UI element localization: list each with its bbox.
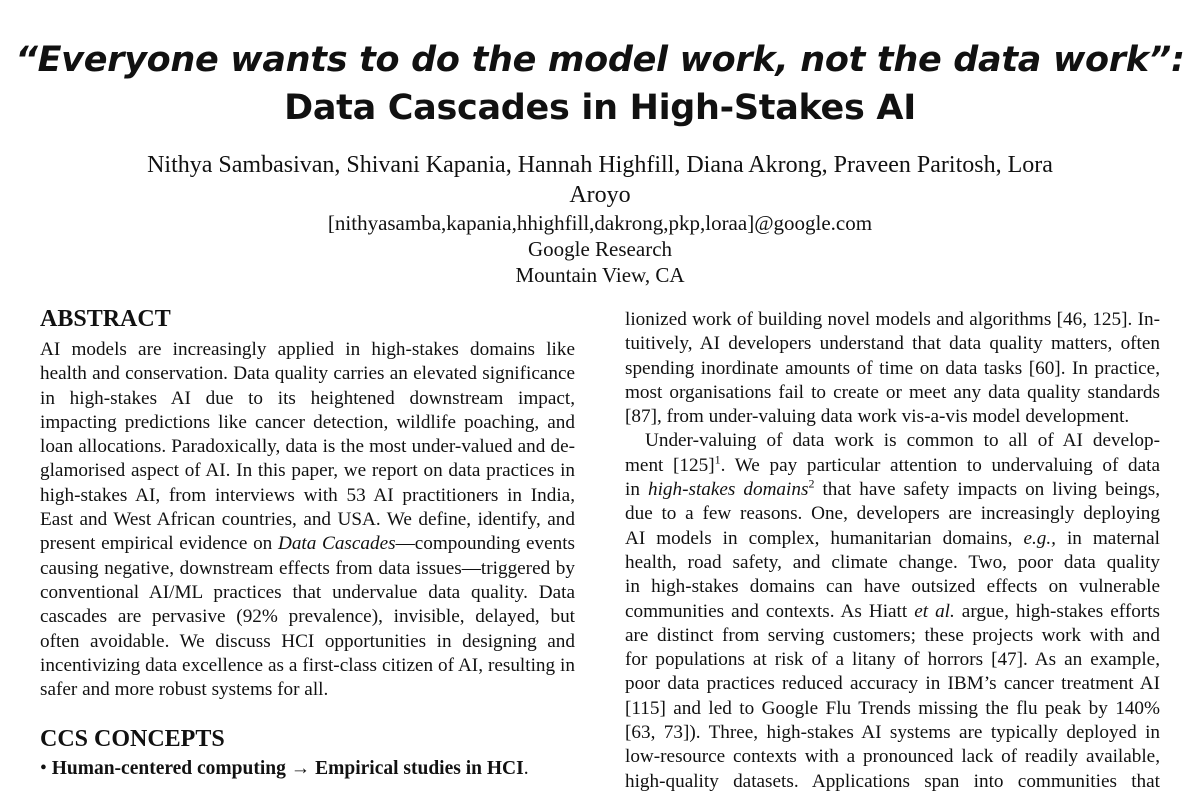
intro-text: ment [125] bbox=[625, 454, 715, 476]
intro-line: poor data practices reduced accuracy in IBM’s cancer treatment AI bbox=[625, 673, 1160, 695]
intro-line bbox=[625, 454, 1160, 478]
author-emails: [nithyasamba,kapania,hhighfill,dakrong,pkp,loraa]@google.com bbox=[327, 211, 873, 235]
intro-text: argue, high-stakes efforts bbox=[954, 600, 1160, 622]
intro-line bbox=[625, 478, 1160, 502]
intro-line: due to a few reasons. One, developers are increasingly deploying bbox=[625, 503, 1160, 525]
intro-line: Under-valuing of data work is common to all of AI develop- bbox=[645, 430, 1160, 452]
author-affiliation: Google Research bbox=[527, 237, 673, 261]
intro-line: [63, 73]). Three, high-stakes AI systems are typically deployed in bbox=[625, 722, 1160, 744]
title-quote-text: Everyone wants to do the model work, not the data work bbox=[37, 40, 1149, 80]
author-list-line1: Nithya Sambasivan, Shivani Kapania, Hannah Highfill, Diana Akrong, Praveen Paritosh, Lora bbox=[147, 152, 1053, 178]
intro-line: low-resource contexts with a pronounced lack of readily available, bbox=[625, 746, 1160, 768]
title-quote bbox=[15, 40, 1184, 80]
intro-line bbox=[625, 600, 1160, 624]
intro-line: lionized work of building novel models and algorithms [46, 125]. In- bbox=[625, 309, 1160, 330]
intro-paragraph-1 bbox=[625, 308, 1160, 429]
paper-title bbox=[0, 36, 1200, 132]
intro-emphasis: e.g., bbox=[1023, 527, 1056, 549]
abstract-text bbox=[40, 338, 575, 702]
intro-line: [115] and led to Google Flu Trends missing the flu peak by 140% bbox=[625, 697, 1160, 719]
intro-line: in high-stakes domains can have outsized effects on vulnerable bbox=[625, 576, 1160, 598]
author-list-line2: Aroyo bbox=[569, 182, 631, 208]
intro-line: most organisations fail to create or meet any data quality standards bbox=[625, 381, 1160, 403]
author-location: Mountain View, CA bbox=[515, 263, 685, 287]
left-column bbox=[40, 304, 575, 782]
abstract-text-part2: —compounding events causing negative, downstream effects from data issues—triggered by conventional AI/ML practices that undervalue data quality. Data cascades are pervasive (92% prevalence), invisible, delayed, but often avoidable. We discuss HCI opportunities in designing and incentivizing data excellence as a first-class citizen of AI, resulting in safer and more robust systems for all. bbox=[40, 533, 575, 701]
intro-line: [87], from under-valuing data work vis-a-vis model development. bbox=[625, 406, 1130, 428]
ccs-bullet: • bbox=[40, 758, 47, 780]
ccs-period: . bbox=[523, 758, 529, 780]
title-quote-open: “ bbox=[15, 40, 38, 80]
intro-text: communities and contexts. As Hiatt bbox=[625, 600, 915, 622]
ccs-concept: Human-centered computing bbox=[51, 758, 286, 780]
ccs-arrow: → bbox=[290, 758, 311, 780]
title-quote-close: ”: bbox=[1148, 40, 1185, 80]
footnote-marker: 1 bbox=[714, 452, 721, 467]
paper-subtitle: Data Cascades in High-Stakes AI bbox=[284, 88, 916, 128]
intro-text: in bbox=[625, 479, 648, 501]
intro-text: in maternal bbox=[1055, 527, 1160, 549]
right-column bbox=[625, 308, 1160, 794]
ccs-concept-item bbox=[40, 756, 575, 782]
intro-line: health, road safety, and climate change. Two, poor data quality bbox=[625, 551, 1160, 573]
abstract-text-part1: AI models are increasingly applied in high-stakes domains like health and conservation. Data quality carries an elevated significance in high-stakes AI due to its heightened downstream impact, impacting predictions like cancer detection, wildlife poaching, and loan allocations. Paradoxically, data is the most under-valued and de-glamorised aspect of AI. In this paper, we report on data practices in high-stakes AI, from interviews with 53 AI practitioners in India, East and West African countries, and USA. We define, identify, and present empirical evidence on bbox=[40, 339, 575, 555]
intro-text: . We pay particular attention to undervaluing of data bbox=[720, 454, 1160, 476]
author-block bbox=[0, 150, 1200, 288]
intro-text: that have safety impacts on living beings, bbox=[814, 479, 1160, 501]
intro-line: spending inordinate amounts of time on data tasks [60]. In practice, bbox=[625, 357, 1160, 379]
abstract-emphasis: Data Cascades bbox=[277, 533, 396, 555]
intro-line: are distinct from serving customers; these projects work with and bbox=[625, 624, 1160, 646]
intro-line: tuitively, AI developers understand that data quality matters, often bbox=[625, 333, 1160, 355]
intro-line: high-quality datasets. Applications span into communities that bbox=[625, 770, 1160, 792]
footnote-marker: 2 bbox=[808, 476, 815, 491]
intro-text: AI models in complex, humanitarian domains, bbox=[625, 527, 1024, 549]
ccs-subconcept: Empirical studies in HCI bbox=[315, 758, 524, 780]
ccs-heading: CCS CONCEPTS bbox=[40, 726, 225, 753]
intro-paragraph-2 bbox=[625, 429, 1160, 793]
intro-line bbox=[625, 527, 1160, 551]
intro-line: for populations at risk of a litany of horrors [47]. As an example, bbox=[625, 649, 1160, 671]
intro-emphasis: et al. bbox=[914, 600, 955, 622]
intro-emphasis: high-stakes domains bbox=[647, 479, 809, 501]
abstract-heading: ABSTRACT bbox=[40, 306, 171, 332]
